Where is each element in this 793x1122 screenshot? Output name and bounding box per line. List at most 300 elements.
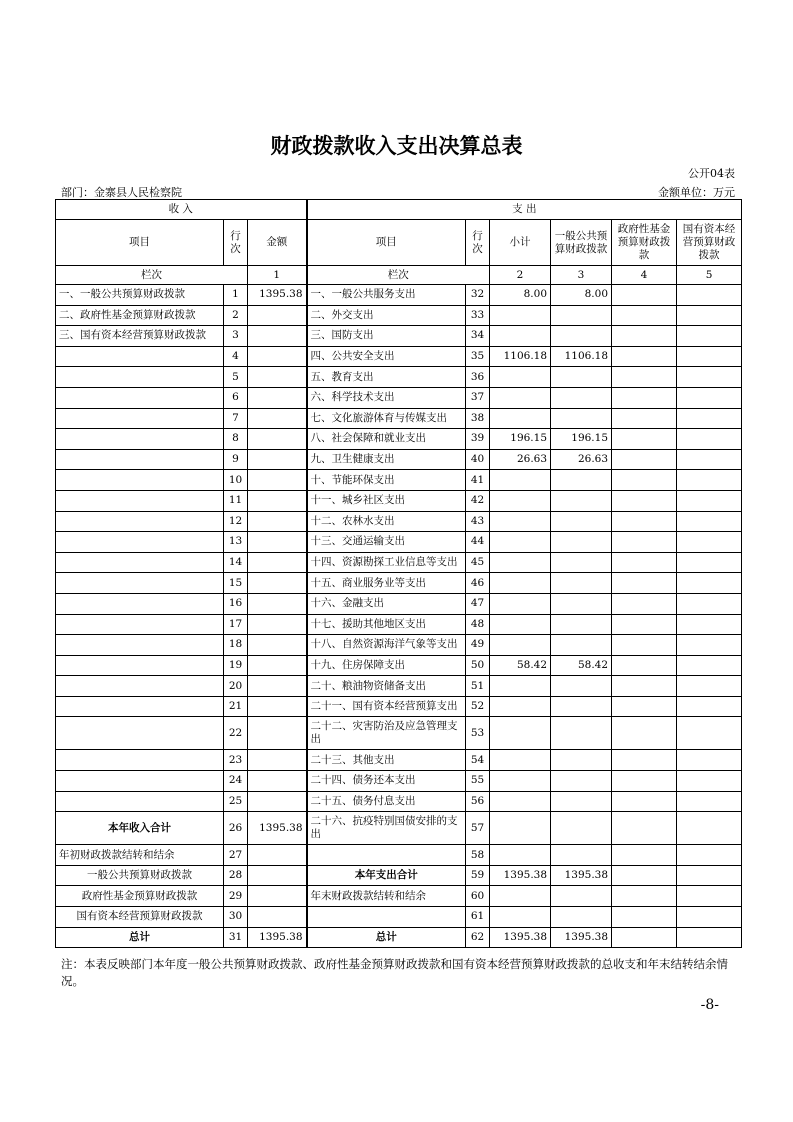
income-row-no: 11 <box>224 490 248 511</box>
general-budget-value <box>551 812 612 845</box>
col-5-label: 5 <box>677 266 742 285</box>
income-amount <box>248 387 307 408</box>
general-budget-value <box>551 635 612 656</box>
expense-row-no: 35 <box>466 346 490 367</box>
subtotal-value <box>490 367 551 388</box>
gov-fund-value <box>612 511 677 532</box>
income-amount <box>248 408 307 429</box>
gov-fund-value <box>612 573 677 594</box>
general-budget-value <box>551 907 612 928</box>
income-amount <box>248 573 307 594</box>
state-capital-value <box>677 676 742 697</box>
expense-row-no: 32 <box>466 285 490 306</box>
table-row <box>56 573 742 594</box>
table-row <box>56 812 742 845</box>
expense-col-label: 栏次 <box>307 266 490 285</box>
subtotal-value <box>490 573 551 594</box>
expense-item: 本年支出合计 <box>307 865 466 886</box>
subtotal-value: 1395.38 <box>490 927 551 948</box>
income-item <box>56 449 224 470</box>
gov-fund-value <box>612 750 677 771</box>
income-amount <box>248 907 307 928</box>
general-budget-value <box>551 552 612 573</box>
gov-fund-value <box>612 470 677 491</box>
expense-row-no: 50 <box>466 655 490 676</box>
income-amount <box>248 449 307 470</box>
general-budget-header: 一般公共预算财政拨款 <box>551 220 612 266</box>
general-budget-value: 8.00 <box>551 285 612 306</box>
income-amount <box>248 865 307 886</box>
income-row-no: 12 <box>224 511 248 532</box>
subtotal-value <box>490 750 551 771</box>
general-budget-value: 196.15 <box>551 429 612 450</box>
income-amount <box>248 717 307 750</box>
income-item <box>56 387 224 408</box>
state-capital-value <box>677 886 742 907</box>
subtotal-value <box>490 305 551 326</box>
general-budget-value <box>551 305 612 326</box>
table-row <box>56 676 742 697</box>
general-budget-value <box>551 408 612 429</box>
subtotal-value <box>490 614 551 635</box>
income-item <box>56 490 224 511</box>
income-row-no: 13 <box>224 532 248 553</box>
table-row <box>56 927 742 948</box>
state-capital-value <box>677 408 742 429</box>
table-row <box>56 845 742 866</box>
expense-item: 十七、援助其他地区支出 <box>307 614 466 635</box>
subtotal-value <box>490 635 551 656</box>
income-amount <box>248 750 307 771</box>
state-capital-value <box>677 326 742 347</box>
gov-fund-value <box>612 771 677 792</box>
subtotal-value <box>490 886 551 907</box>
table-row <box>56 717 742 750</box>
gov-fund-value <box>612 387 677 408</box>
expense-item <box>307 907 466 928</box>
gov-fund-header: 政府性基金预算财政拨款 <box>612 220 677 266</box>
state-capital-value <box>677 367 742 388</box>
expense-row-no: 41 <box>466 470 490 491</box>
expense-item: 二十二、灾害防治及应急管理支出 <box>307 717 466 750</box>
expense-row-no: 51 <box>466 676 490 697</box>
income-item <box>56 614 224 635</box>
income-row-no: 29 <box>224 886 248 907</box>
expense-item: 七、文化旅游体育与传媒支出 <box>307 408 466 429</box>
gov-fund-value <box>612 927 677 948</box>
table-row <box>56 470 742 491</box>
state-capital-value <box>677 490 742 511</box>
col-2-label: 2 <box>490 266 551 285</box>
table-row <box>56 387 742 408</box>
expense-row-no: 38 <box>466 408 490 429</box>
gov-fund-value <box>612 305 677 326</box>
income-row-no: 23 <box>224 750 248 771</box>
income-header: 收 入 <box>56 200 307 220</box>
expense-item: 十、节能环保支出 <box>307 470 466 491</box>
expense-item: 十三、交通运输支出 <box>307 532 466 553</box>
income-row-no: 1 <box>224 285 248 306</box>
state-capital-value <box>677 927 742 948</box>
income-item <box>56 429 224 450</box>
state-capital-header: 国有资本经营预算财政拨款 <box>677 220 742 266</box>
income-amount-header: 金额 <box>248 220 307 266</box>
expense-item: 二十三、其他支出 <box>307 750 466 771</box>
expense-row-no-header: 行次 <box>466 220 490 266</box>
subtotal-value <box>490 387 551 408</box>
expense-item-header: 项目 <box>307 220 466 266</box>
income-item <box>56 717 224 750</box>
income-item <box>56 511 224 532</box>
state-capital-value <box>677 470 742 491</box>
expense-item: 二十六、抗疫特别国债安排的支出 <box>307 812 466 845</box>
income-row-no: 24 <box>224 771 248 792</box>
gov-fund-value <box>612 655 677 676</box>
expense-item: 四、公共安全支出 <box>307 346 466 367</box>
income-amount <box>248 593 307 614</box>
subtotal-value <box>490 511 551 532</box>
expense-row-no: 56 <box>466 791 490 812</box>
income-item <box>56 791 224 812</box>
table-row <box>56 305 742 326</box>
expense-item: 二十四、债务还本支出 <box>307 771 466 792</box>
gov-fund-value <box>612 845 677 866</box>
income-item <box>56 635 224 656</box>
income-row-no: 17 <box>224 614 248 635</box>
table-row <box>56 408 742 429</box>
income-row-no: 14 <box>224 552 248 573</box>
table-row <box>56 429 742 450</box>
expense-item: 九、卫生健康支出 <box>307 449 466 470</box>
income-item <box>56 408 224 429</box>
income-row-no: 18 <box>224 635 248 656</box>
expense-row-no: 42 <box>466 490 490 511</box>
gov-fund-value <box>612 408 677 429</box>
income-item <box>56 346 224 367</box>
state-capital-value <box>677 614 742 635</box>
income-amount <box>248 429 307 450</box>
expense-item <box>307 845 466 866</box>
subtotal-value: 8.00 <box>490 285 551 306</box>
general-budget-value <box>551 886 612 907</box>
gov-fund-value <box>612 865 677 886</box>
expense-row-no: 43 <box>466 511 490 532</box>
income-amount <box>248 886 307 907</box>
gov-fund-value <box>612 676 677 697</box>
general-budget-value <box>551 326 612 347</box>
general-budget-value: 58.42 <box>551 655 612 676</box>
income-amount <box>248 614 307 635</box>
subtotal-value: 58.42 <box>490 655 551 676</box>
state-capital-value <box>677 845 742 866</box>
table-row <box>56 285 742 306</box>
income-amount <box>248 696 307 717</box>
income-item <box>56 771 224 792</box>
gov-fund-value <box>612 552 677 573</box>
expense-row-no: 48 <box>466 614 490 635</box>
income-row-no: 8 <box>224 429 248 450</box>
income-amount <box>248 676 307 697</box>
page-number: -8- <box>700 997 719 1013</box>
state-capital-value <box>677 552 742 573</box>
expense-row-no: 55 <box>466 771 490 792</box>
expense-item: 六、科学技术支出 <box>307 387 466 408</box>
table-row <box>56 886 742 907</box>
income-row-no: 21 <box>224 696 248 717</box>
expense-item: 十八、自然资源海洋气象等支出 <box>307 635 466 656</box>
col-4-label: 4 <box>612 266 677 285</box>
expense-row-no: 33 <box>466 305 490 326</box>
general-budget-value <box>551 771 612 792</box>
expense-item: 三、国防支出 <box>307 326 466 347</box>
subtotal-value <box>490 490 551 511</box>
state-capital-value <box>677 285 742 306</box>
income-row-no: 20 <box>224 676 248 697</box>
income-item <box>56 532 224 553</box>
general-budget-value <box>551 750 612 771</box>
state-capital-value <box>677 635 742 656</box>
expense-row-no: 62 <box>466 927 490 948</box>
expense-row-no: 49 <box>466 635 490 656</box>
general-budget-value: 26.63 <box>551 449 612 470</box>
income-amount <box>248 346 307 367</box>
table-row <box>56 490 742 511</box>
subtotal-value <box>490 907 551 928</box>
income-amount <box>248 655 307 676</box>
income-item: 三、国有资本经营预算财政拨款 <box>56 326 224 347</box>
state-capital-value <box>677 696 742 717</box>
expense-row-no: 59 <box>466 865 490 886</box>
gov-fund-value <box>612 907 677 928</box>
income-amount <box>248 490 307 511</box>
state-capital-value <box>677 865 742 886</box>
expense-row-no: 47 <box>466 593 490 614</box>
state-capital-value <box>677 511 742 532</box>
income-row-no: 19 <box>224 655 248 676</box>
income-item <box>56 470 224 491</box>
subtotal-value <box>490 470 551 491</box>
gov-fund-value <box>612 635 677 656</box>
subtotal-value <box>490 532 551 553</box>
income-item: 国有资本经营预算财政拨款 <box>56 907 224 928</box>
income-row-no: 6 <box>224 387 248 408</box>
income-amount <box>248 326 307 347</box>
expense-row-no: 39 <box>466 429 490 450</box>
income-item <box>56 655 224 676</box>
table-row <box>56 750 742 771</box>
gov-fund-value <box>612 532 677 553</box>
table-row <box>56 346 742 367</box>
subtotal-value: 1395.38 <box>490 865 551 886</box>
gov-fund-value <box>612 490 677 511</box>
income-amount <box>248 367 307 388</box>
general-budget-value <box>551 490 612 511</box>
income-item: 本年收入合计 <box>56 812 224 845</box>
subtotal-value: 196.15 <box>490 429 551 450</box>
subtotal-value <box>490 771 551 792</box>
table-row <box>56 791 742 812</box>
table-row <box>56 367 742 388</box>
table-row <box>56 635 742 656</box>
general-budget-value: 1395.38 <box>551 927 612 948</box>
subtotal-value: 26.63 <box>490 449 551 470</box>
general-budget-value <box>551 532 612 553</box>
col-3-label: 3 <box>551 266 612 285</box>
subtotal-value <box>490 552 551 573</box>
general-budget-value <box>551 470 612 491</box>
subtotal-value <box>490 717 551 750</box>
gov-fund-value <box>612 346 677 367</box>
page-title: 财政拨款收入支出决算总表 <box>270 134 523 158</box>
general-budget-value <box>551 593 612 614</box>
expense-item: 总计 <box>307 927 466 948</box>
state-capital-value <box>677 346 742 367</box>
state-capital-value <box>677 532 742 553</box>
expense-row-no: 36 <box>466 367 490 388</box>
expense-item: 十九、住房保障支出 <box>307 655 466 676</box>
expense-row-no: 40 <box>466 449 490 470</box>
gov-fund-value <box>612 791 677 812</box>
state-capital-value <box>677 449 742 470</box>
income-row-no: 22 <box>224 717 248 750</box>
table-row <box>56 696 742 717</box>
income-row-no: 2 <box>224 305 248 326</box>
subtotal-value <box>490 326 551 347</box>
income-row-no-header: 行次 <box>224 220 248 266</box>
income-row-no: 30 <box>224 907 248 928</box>
gov-fund-value <box>612 886 677 907</box>
income-item: 二、政府性基金预算财政拨款 <box>56 305 224 326</box>
expense-row-no: 61 <box>466 907 490 928</box>
expense-header: 支 出 <box>307 200 742 220</box>
income-amount: 1395.38 <box>248 812 307 845</box>
table-row <box>56 614 742 635</box>
expense-row-no: 45 <box>466 552 490 573</box>
income-item: 一、一般公共预算财政拨款 <box>56 285 224 306</box>
general-budget-value: 1106.18 <box>551 346 612 367</box>
state-capital-value <box>677 750 742 771</box>
income-amount <box>248 635 307 656</box>
expense-row-no: 58 <box>466 845 490 866</box>
table-code: 公开04表 <box>688 167 735 180</box>
income-amount <box>248 305 307 326</box>
expense-item: 十一、城乡社区支出 <box>307 490 466 511</box>
gov-fund-value <box>612 367 677 388</box>
general-budget-value <box>551 511 612 532</box>
expense-row-no: 37 <box>466 387 490 408</box>
income-item <box>56 696 224 717</box>
income-item: 年初财政拨款结转和结余 <box>56 845 224 866</box>
income-amount <box>248 511 307 532</box>
expense-item: 年末财政拨款结转和结余 <box>307 886 466 907</box>
gov-fund-value <box>612 696 677 717</box>
expense-item: 二十、粮油物资储备支出 <box>307 676 466 697</box>
income-amount <box>248 470 307 491</box>
income-amount: 1395.38 <box>248 927 307 948</box>
income-item: 一般公共预算财政拨款 <box>56 865 224 886</box>
subtotal-value <box>490 696 551 717</box>
income-row-no: 7 <box>224 408 248 429</box>
gov-fund-value <box>612 593 677 614</box>
expense-row-no: 57 <box>466 812 490 845</box>
general-budget-value <box>551 573 612 594</box>
table-row <box>56 655 742 676</box>
income-item-header: 项目 <box>56 220 224 266</box>
income-row-no: 16 <box>224 593 248 614</box>
table-row <box>56 907 742 928</box>
expense-item: 二十五、债务付息支出 <box>307 791 466 812</box>
expense-item: 十五、商业服务业等支出 <box>307 573 466 594</box>
income-row-no: 26 <box>224 812 248 845</box>
gov-fund-value <box>612 614 677 635</box>
income-item <box>56 750 224 771</box>
subtotal-value <box>490 676 551 697</box>
gov-fund-value <box>612 285 677 306</box>
general-budget-value <box>551 614 612 635</box>
income-row-no: 3 <box>224 326 248 347</box>
expense-item: 十六、金融支出 <box>307 593 466 614</box>
state-capital-value <box>677 907 742 928</box>
income-row-no: 28 <box>224 865 248 886</box>
income-item <box>56 552 224 573</box>
table-row <box>56 532 742 553</box>
income-row-no: 10 <box>224 470 248 491</box>
expense-item: 十二、农林水支出 <box>307 511 466 532</box>
state-capital-value <box>677 791 742 812</box>
expense-row-no: 54 <box>466 750 490 771</box>
income-amount: 1395.38 <box>248 285 307 306</box>
income-row-no: 27 <box>224 845 248 866</box>
table-row <box>56 449 742 470</box>
table-row <box>56 552 742 573</box>
general-budget-value <box>551 696 612 717</box>
state-capital-value <box>677 573 742 594</box>
state-capital-value <box>677 771 742 792</box>
state-capital-value <box>677 429 742 450</box>
expense-row-no: 46 <box>466 573 490 594</box>
subtotal-value <box>490 845 551 866</box>
state-capital-value <box>677 305 742 326</box>
table-row <box>56 511 742 532</box>
gov-fund-value <box>612 326 677 347</box>
general-budget-value <box>551 676 612 697</box>
general-budget-value <box>551 845 612 866</box>
gov-fund-value <box>612 717 677 750</box>
expense-item: 二十一、国有资本经营预算支出 <box>307 696 466 717</box>
expense-row-no: 52 <box>466 696 490 717</box>
income-col-label: 栏次 <box>56 266 248 285</box>
income-item <box>56 676 224 697</box>
gov-fund-value <box>612 449 677 470</box>
income-item <box>56 573 224 594</box>
income-item <box>56 593 224 614</box>
income-row-no: 31 <box>224 927 248 948</box>
table-row <box>56 771 742 792</box>
subtotal-value: 1106.18 <box>490 346 551 367</box>
department-label: 部门：金寨县人民检察院 <box>61 186 182 199</box>
gov-fund-value <box>612 812 677 845</box>
subtotal-value <box>490 593 551 614</box>
income-amount <box>248 791 307 812</box>
expense-row-no: 53 <box>466 717 490 750</box>
income-amount <box>248 845 307 866</box>
general-budget-value: 1395.38 <box>551 865 612 886</box>
gov-fund-value <box>612 429 677 450</box>
expense-item: 二、外交支出 <box>307 305 466 326</box>
general-budget-value <box>551 717 612 750</box>
income-amount <box>248 532 307 553</box>
income-row-no: 5 <box>224 367 248 388</box>
